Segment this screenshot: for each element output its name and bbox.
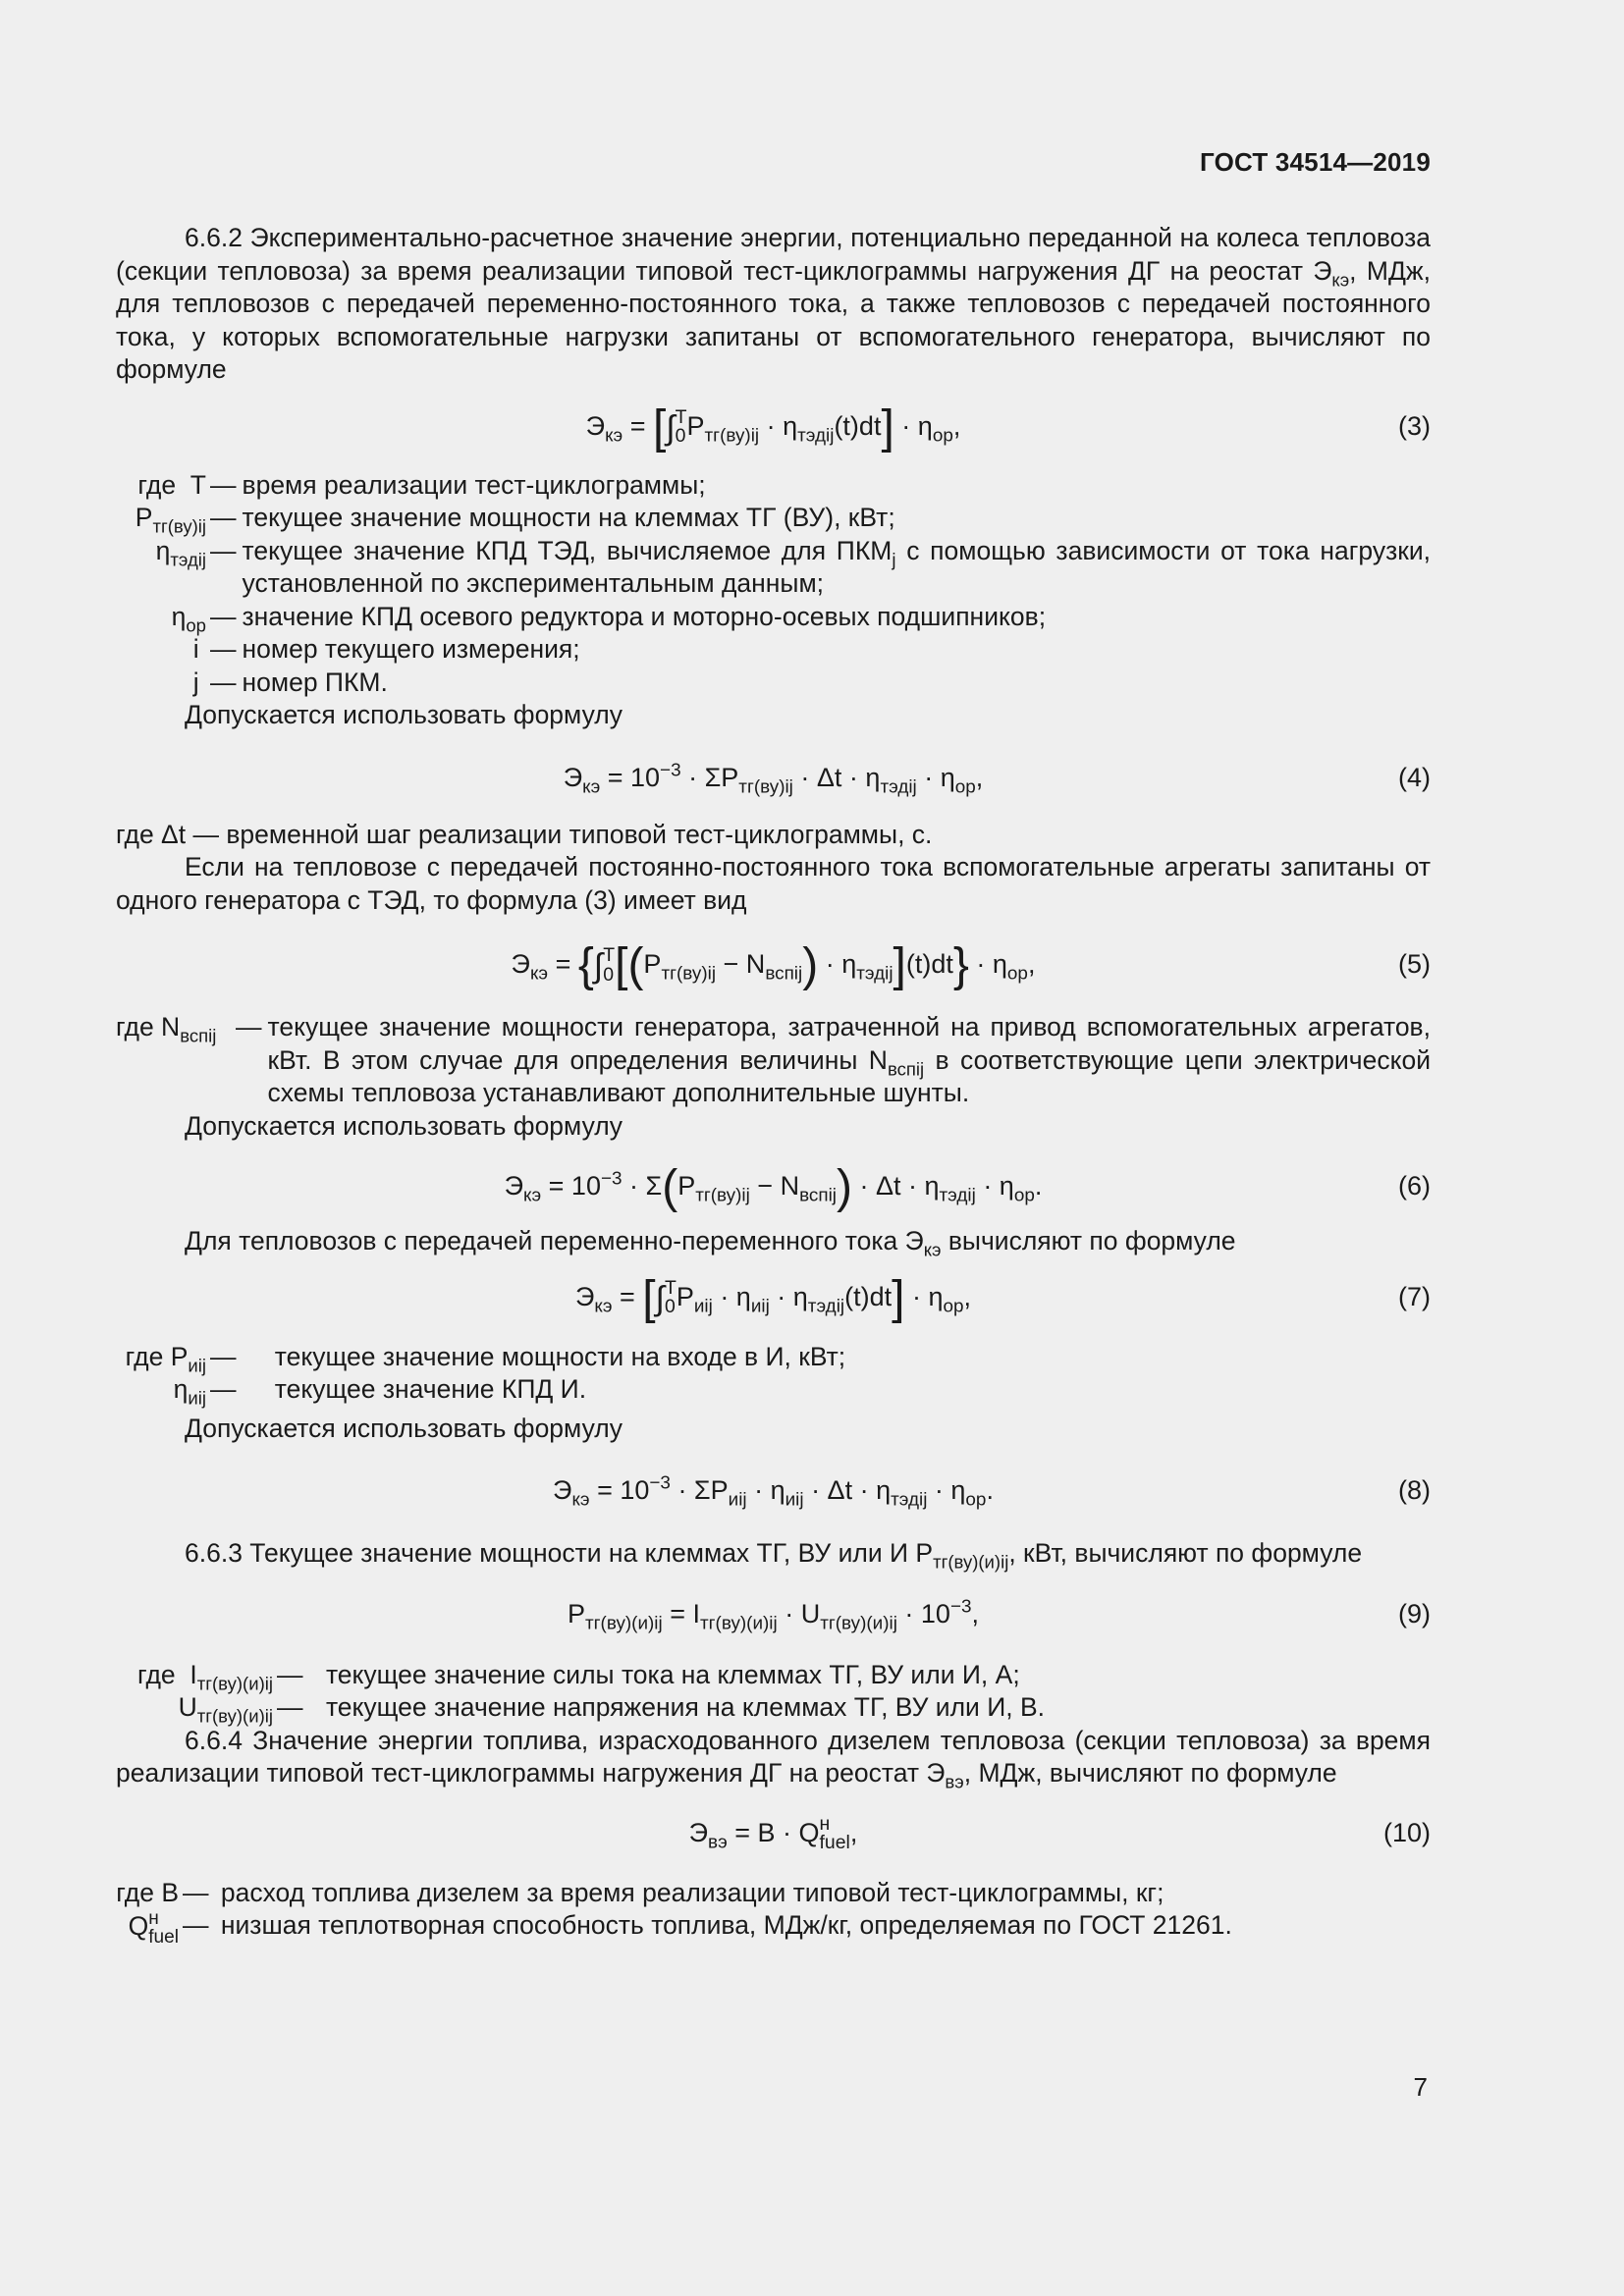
formula-number: (8) <box>1398 1475 1431 1505</box>
definition-formula-4: где Δt — временной шаг реализации типовой тест-циклограммы, с. <box>116 819 933 849</box>
paragraph-dc-dc: Если на тепловозе с передачей постоянно-постоянного тока вспомогательные агрегаты запитаны от одного генератора с ТЭД, то формула (3) имеет вид <box>116 852 1431 915</box>
formula-8: $Э_{кэ} = 10^{-3} \cdot \Sigma Р_{иij} \cdot \eta_{иij} \cdot \Delta t \cdot \eta_{тэдij} \cdot \eta_{ор}$. (8) <box>116 1463 1431 1518</box>
definitions-formula-9: где $I_{тг(ву)(и)ij}$ — текущее значение силы тока на клеммах ТГ, ВУ или И, А; $U_{тг(ву)(и)ij}$ — текущее значение напряжения на клеммах ТГ, ВУ или И, В. <box>136 1659 1046 1727</box>
allow-formula-text: Допускается использовать формулу <box>185 700 623 729</box>
allow-formula-text: Допускается использовать формулу <box>185 1110 623 1141</box>
formula-number: (7) <box>1398 1281 1431 1311</box>
formula-10: $Э_{вэ} = В \cdot Q$ н fuel , (10) <box>116 1802 1431 1863</box>
formula-7: $Э_{кэ}$ = [∫ T 0 $Р_{иij} \cdot \eta_{иij} \cdot \eta_{тэдij}(t)dt] \cdot \eta_{ор}$, (7) <box>116 1262 1431 1331</box>
formula-number: (5) <box>1398 949 1431 979</box>
definitions-formula-5: где $N_{вспij}$ — текущее значение мощности генератора, затраченной на привод вспомогательных агрегатов, кВт. В этом случае для определения величины $N_{вспij}$ в соответствующие цепи электрической схемы тепловоза устанавливают дополнительные шунты. <box>116 1012 1431 1107</box>
formula-3: $Э_{кэ}$ = [∫ T 0 $Р_{тг(ву)ij} \cdot \eta_{тэдij}(t)dt] \cdot \eta_{ор}$, (3) <box>116 391 1431 461</box>
formula-6: $Э_{кэ} = 10^{-3} \cdot \Sigma(Р_{тг(ву)ij} - N_{вспij}) \cdot \Delta t \cdot \eta_{тэдij} \cdot \eta_{ор}$. (6) <box>116 1154 1431 1217</box>
allow-formula-text: Допускается использовать формулу <box>185 1413 623 1443</box>
paragraph-6-6-4: 6.6.4 Значение энергии топлива, израсходованного дизелем тепловоза (секции тепловоза) за время реализации типовой тест-циклограммы нагружения ДГ на реостат $Э_{вэ}$, МДж, вычисляют по формуле <box>116 1725 1431 1792</box>
formula-5: $Э_{кэ}$ = {∫ T 0 $[(Р_{тг(ву)ij} - N_{вспij}) \cdot \eta_{тэдij}](t)dt\} \cdot \eta_{ор}$, (5) <box>116 929 1431 999</box>
formula-number: (4) <box>1398 762 1431 792</box>
paragraph-ac-ac: Для тепловозов с передачей переменно-переменного тока $Э_{кэ}$ вычисляют по формуле <box>185 1226 1236 1260</box>
definitions-formula-10: где В — расход топлива дизелем за время реализации типовой тест-циклограммы, кг; Q н fuel — низшая теплотворная способность топлива, МДж/кг, определяемая по ГОСТ 21261. <box>116 1877 1232 1949</box>
paragraph-6-6-2: 6.6.2 Экспериментально-расчетное значение энергии, потенциально переданной на колеса тепловоза (секции тепловоза) за время реализации типовой тест-циклограммы нагружения ДГ на реостат $Э_{кэ}$, МДж, для тепловозов с передачей переменно-постоянного тока, а также тепловозов с передачей постоянного тока, у которых вспомогательные нагрузки запитаны от вспомогательного генератора, вычисляют по формуле <box>116 223 1431 384</box>
formula-number: (9) <box>1398 1598 1431 1629</box>
formula-number: (10) <box>1382 1817 1431 1847</box>
paragraph-6-6-3: 6.6.3 Текущее значение мощности на клеммах ТГ, ВУ или И $Р_{тг(ву)(и)ij}$, кВт, вычисляют по формуле <box>185 1538 1363 1573</box>
formula-number: (3) <box>1398 410 1431 441</box>
formula-4: $Э_{кэ} = 10^{-3} \cdot \Sigma Р_{тг(ву)ij} \cdot \Delta t \cdot \eta_{тэдij} \cdot \eta_{ор}$, (4) <box>116 750 1431 805</box>
formula-9: $Р_{тг(ву)(и)ij} = I_{тг(ву)(и)ij} \cdot U_{тг(ву)(и)ij} \cdot 10^{-3}$, (9) <box>116 1586 1431 1641</box>
definitions-formula-3: где T — время реализации тест-циклограммы; $Р_{тг(ву)ij}$ — текущее значение мощности на клеммах ТГ (ВУ), кВт; $\eta_{тэдij}$ — текущее значение КПД ТЭД, вычисляемое для $ПКМ_j$ с помощью зависимости от тока нагрузки, установленной по экспериментальным данным; $\eta_{ор}$ — значение КПД осевого редуктора и моторно-осевых подшипников; i — номер текущего измерения; j — номер ПКМ. <box>135 469 1431 697</box>
formula-number: (6) <box>1398 1171 1431 1201</box>
definitions-formula-7: где $Р_{иij}$ — текущее значение мощности на входе в И, кВт; $\eta_{иij}$ — текущее значение КПД И. <box>125 1341 846 1409</box>
page-content <box>116 222 1431 1947</box>
document-code: ГОСТ 34514—2019 <box>1200 147 1431 177</box>
page-number: 7 <box>1413 2072 1428 2102</box>
